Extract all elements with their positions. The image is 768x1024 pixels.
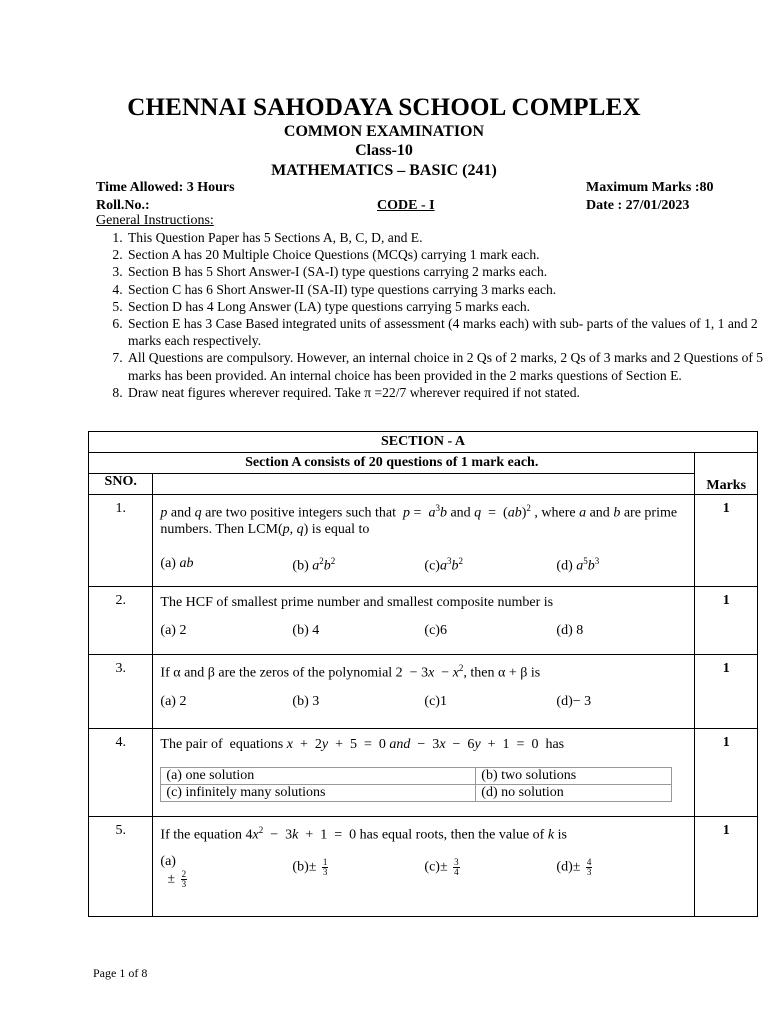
page-number: Page 1 of 8 [93, 966, 148, 980]
instruction-item: 4. Section C has 6 Short Answer-II (SA-II) type questions carrying 3 marks each. [126, 281, 766, 298]
marks-header: Marks [695, 453, 758, 495]
instructions-heading: General Instructions: [96, 213, 214, 228]
option-a: (a) one solution [161, 768, 476, 785]
option-c: (c)1 [424, 693, 447, 709]
question-body [153, 817, 695, 917]
instruction-item: 8. Draw neat figures wherever required. Take π =22/7 wherever required if not stated. [126, 384, 766, 401]
time-allowed: Time Allowed: 3 Hours [96, 180, 235, 195]
question-text: If α and β are the zeros of the polynomial $2 - 3x - x^2$, then α + β is [160, 663, 541, 681]
option-c: (c)6 [424, 623, 447, 638]
option-b: (b) $a^2b^2$ [292, 555, 336, 574]
option-c: (c) infinitely many solutions [161, 785, 476, 802]
question-text: The HCF of smallest prime number and smallest composite number is [160, 595, 554, 610]
question-marks: 1 [695, 729, 758, 817]
sno-header: SNO. [89, 474, 153, 495]
question-marks: 1 [695, 495, 758, 587]
section-a-table [88, 431, 758, 917]
question-number: 2. [89, 587, 153, 655]
question-body [153, 587, 695, 655]
exam-title: COMMON EXAMINATION [283, 123, 485, 140]
option-d: (d) $a^5b^3$ [556, 555, 600, 574]
question-body [153, 729, 695, 817]
option-d: (d) no solution [476, 785, 672, 802]
question-number: 3. [89, 655, 153, 729]
option-d: (d)± $\frac{4}{3}$ [556, 856, 592, 877]
instruction-item: 6. Section E has 3 Case Based integrated units of assessment (4 marks each) with sub- parts of the values of 1, 1 and 2 marks each respectively. [126, 315, 766, 349]
question-marks: 1 [695, 817, 758, 917]
option-a: (a) 2 [160, 623, 187, 638]
option-b: (b) 4 [292, 623, 320, 638]
instruction-item: 1. This Question Paper has 5 Sections A, B, C, D, and E. [126, 229, 766, 246]
option-c: (c)± $\frac{3}{4}$ [424, 856, 459, 877]
options [160, 556, 688, 575]
option-b: (b) two solutions [476, 768, 672, 785]
instruction-item: 2. Section A has 20 Multiple Choice Questions (MCQs) carrying 1 mark each. [126, 246, 766, 263]
question-text: p and q are two positive integers such that $p = a^3b$ and q = (ab)$^2$ , where a and b are prime numbers. Then LCM(p, q) is equal to [160, 503, 678, 537]
options-grid [160, 767, 672, 802]
question-number: 5. [89, 817, 153, 917]
question-body [153, 495, 695, 587]
question-row [89, 655, 758, 729]
options [160, 854, 688, 889]
option-b: (b)± $\frac{1}{3}$ [292, 856, 328, 877]
question-number: 1. [89, 495, 153, 587]
option-b: (b) 3 [292, 693, 320, 709]
question-row [89, 587, 758, 655]
instructions-list [96, 229, 766, 401]
instruction-item: 5. Section D has 4 Long Answer (LA) type questions carrying 5 marks each. [126, 298, 766, 315]
question-row [89, 729, 758, 817]
exam-date: Date : 27/01/2023 [586, 198, 690, 213]
question-text: The pair of equations x + 2y + 5 = 0 and − 3x − 6y + 1 = 0 has [160, 737, 565, 752]
question-body [153, 655, 695, 729]
option-a: (a) ± $\frac{2}{3}$ [160, 853, 187, 889]
options [160, 623, 688, 639]
option-c: $(c)a^3b^2$ [424, 555, 463, 574]
question-row [89, 817, 758, 917]
instruction-item: 7. All Questions are compulsory. However, an internal choice in 2 Qs of 2 marks, 2 Qs of 3 marks and 2 Questions of 5 marks has been provided. An internal choice has been provided in the 2 marks questions of Section E. [126, 349, 766, 383]
section-subtitle: Section A consists of 20 questions of 1 mark each. [89, 453, 695, 474]
question-marks: 1 [695, 587, 758, 655]
school-name: CHENNAI SAHODAYA SCHOOL COMPLEX [127, 94, 641, 121]
roll-no: Roll.No.: [96, 198, 150, 213]
instruction-item: 3. Section B has 5 Short Answer-I (SA-I) type questions carrying 2 marks each. [126, 263, 766, 280]
section-title: SECTION - A [89, 432, 758, 453]
options [160, 694, 688, 710]
option-d: (d)− 3 [556, 693, 592, 709]
subject-title: MATHEMATICS – BASIC (241) [271, 162, 497, 179]
option-a: (a) 2 [160, 693, 187, 709]
question-number: 4. [89, 729, 153, 817]
question-text: If the equation $4x^2 - 3k + 1 = 0$ has equal roots, then the value of k is [160, 825, 567, 843]
paper-code: CODE - I [377, 198, 435, 213]
max-marks: Maximum Marks :80 [586, 180, 714, 195]
question-row [89, 495, 758, 587]
option-d: (d) 8 [556, 623, 584, 638]
question-marks: 1 [695, 655, 758, 729]
class-label: Class-10 [355, 142, 413, 159]
option-a: (a) ab [160, 555, 194, 571]
